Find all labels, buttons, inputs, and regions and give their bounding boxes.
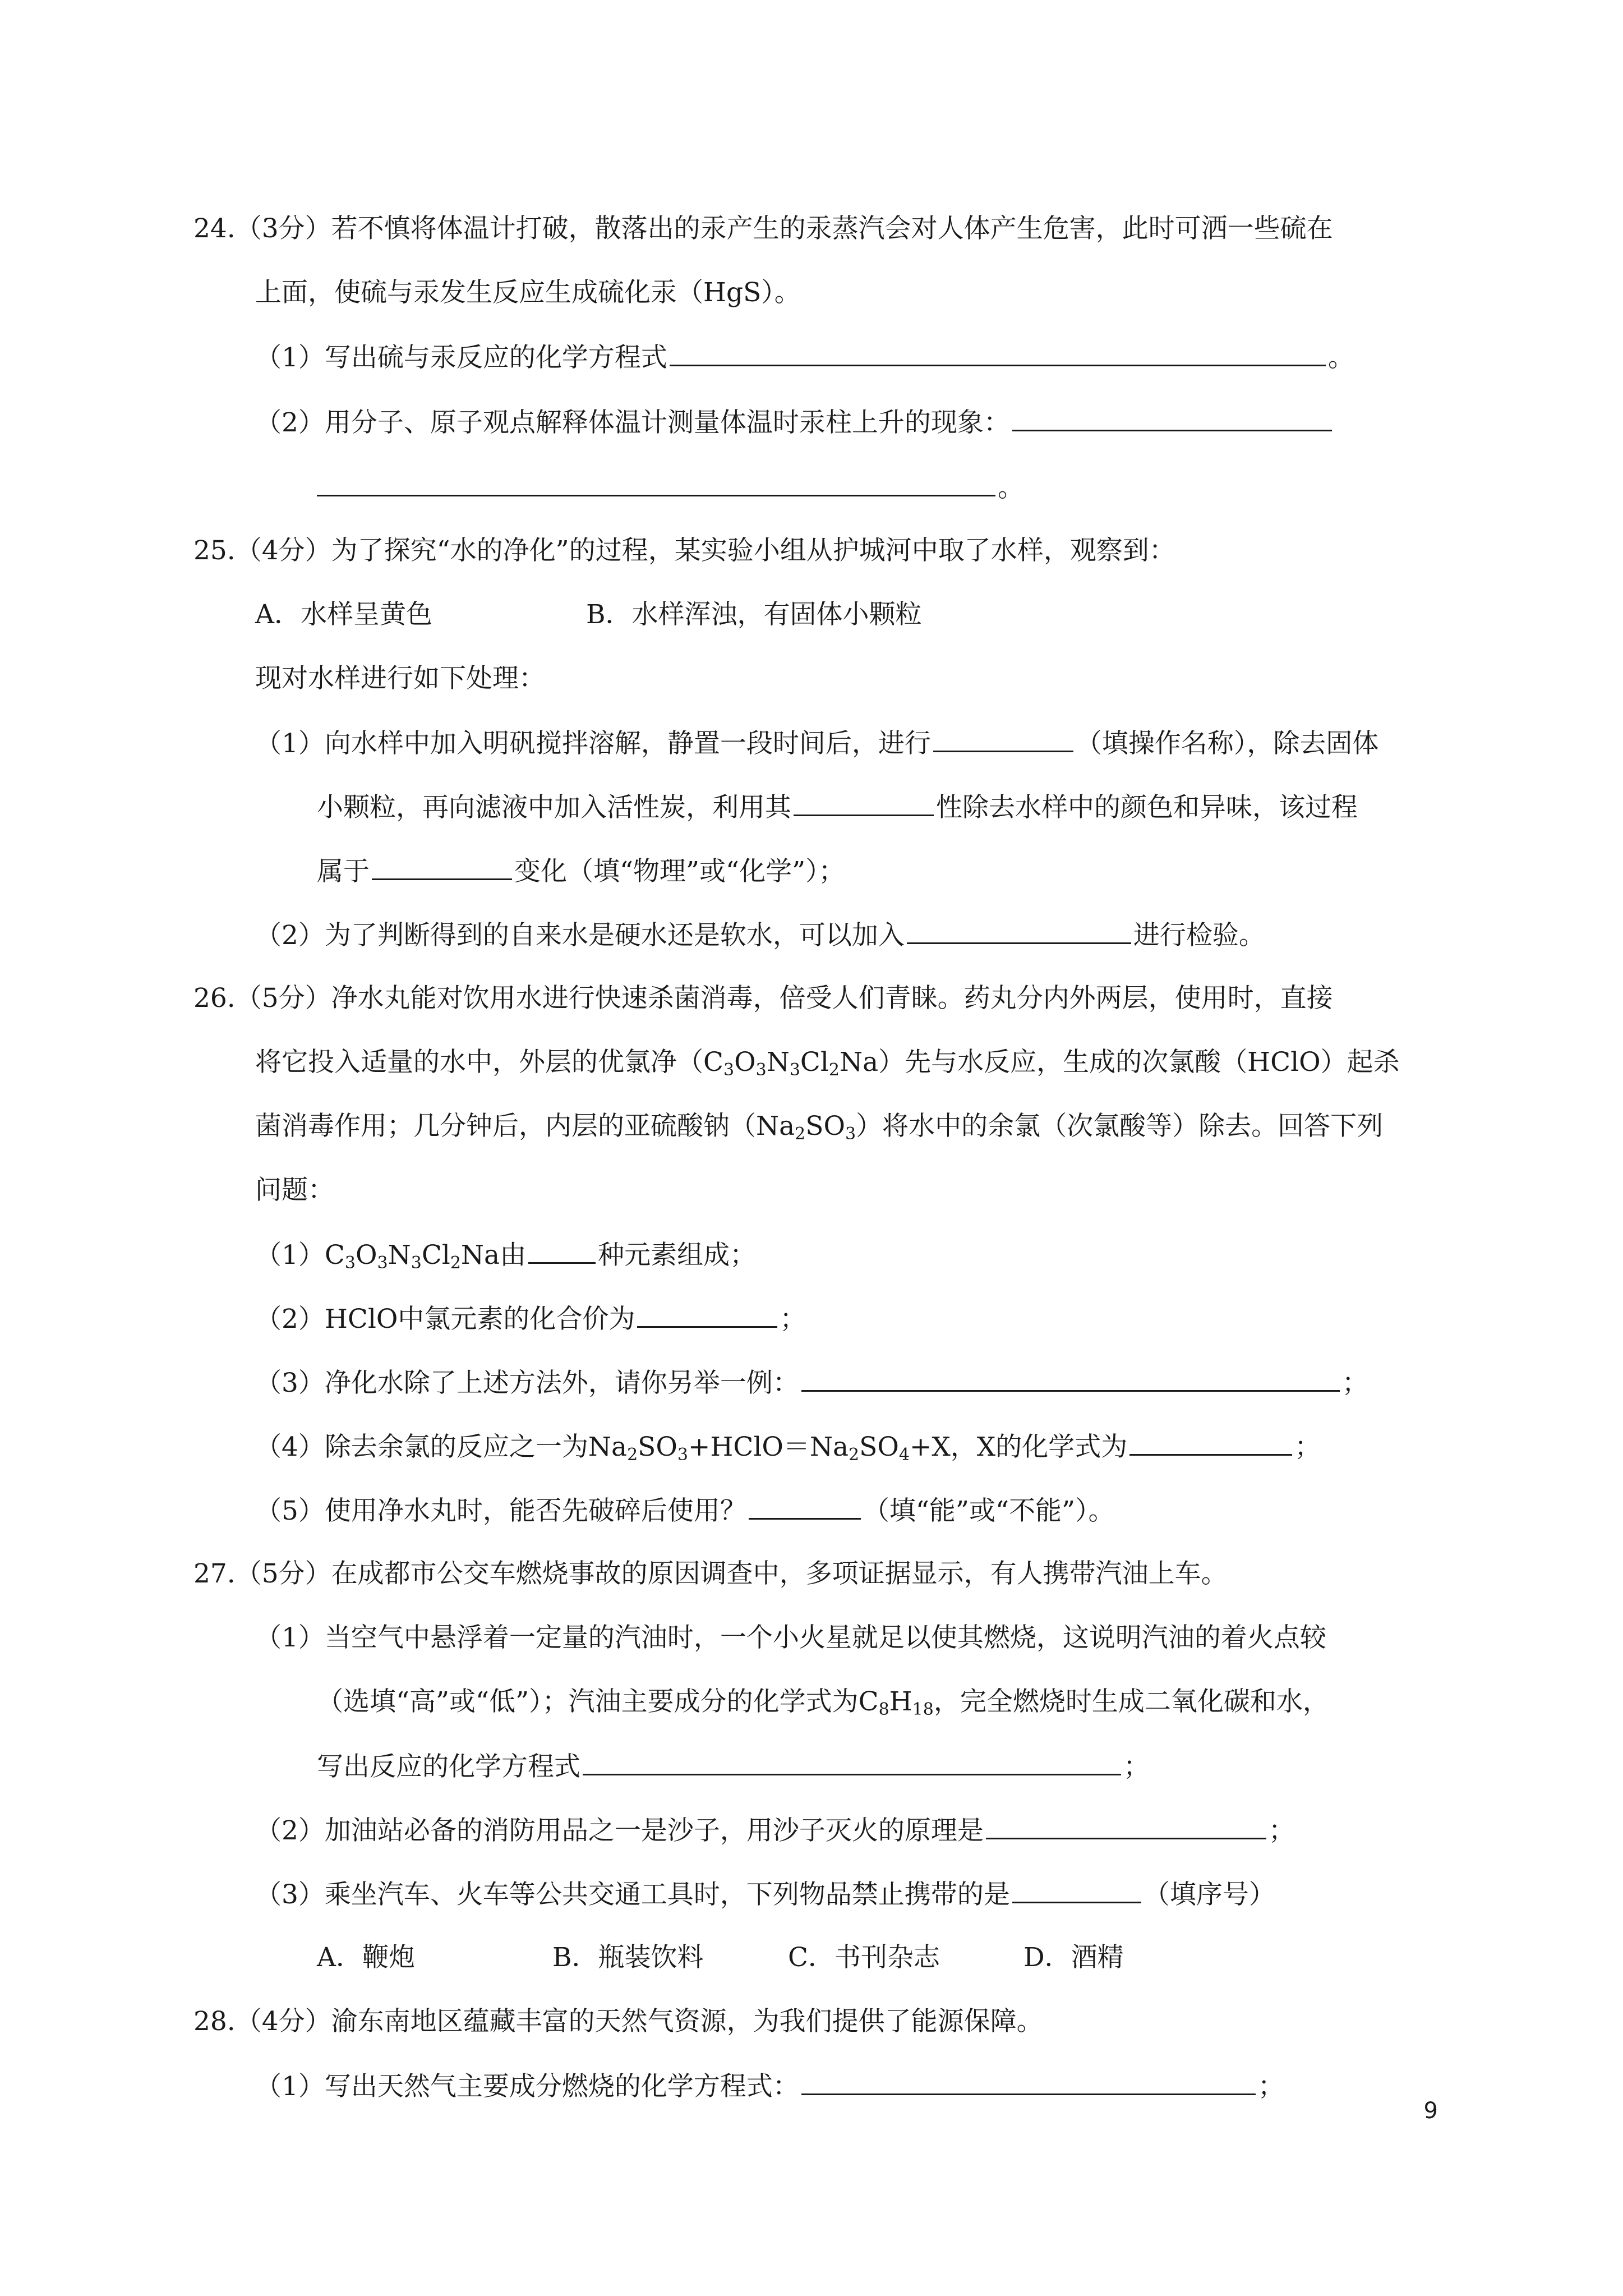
- q28-part1-text-a: （1）写出天然气主要成分燃烧的化学方程式：: [255, 2071, 799, 2102]
- q26-part4-text-d: ；: [1294, 1432, 1321, 1462]
- q27-part3-text-b: （填序号）: [1143, 1879, 1275, 1910]
- q25-reagent-blank[interactable]: [907, 918, 1131, 944]
- page-number: 9: [1423, 2098, 1438, 2124]
- q25-property-blank[interactable]: [794, 790, 934, 816]
- q26-stem-line2: 将它投入适量的水中，外层的优氯净$(C_3O_3N_3Cl_2Na)$先与水反应，生成的次氯酸（HClO）起杀: [255, 1047, 1400, 1080]
- q26-stem-line3-b: ）将水中的余氯（次氯酸等）除去。回答下列: [856, 1111, 1384, 1142]
- q26-purification-example-blank[interactable]: [801, 1365, 1340, 1392]
- q28-part1: [255, 2069, 1284, 2104]
- q26-part2-text-b: ；: [780, 1304, 806, 1335]
- q26-stem-line1: 26.（5分）净水丸能对饮用水进行快速杀菌消毒，倍受人们青睐。药丸分内外两层，使用时，直接: [193, 983, 1333, 1014]
- q27-part2-text-a: （2）加油站必备的消防用品之一是沙子，用沙子灭火的原理是: [255, 1815, 984, 1846]
- q26-part4-text-b: +HClO＝Na: [688, 1432, 849, 1462]
- q26-stem-line3-a: 菌消毒作用；几分钟后，内层的亚硫酸钠（Na: [255, 1111, 795, 1142]
- q26-part1-text-c: 种元素组成；: [598, 1240, 757, 1271]
- q24-part2-cont: [317, 470, 1024, 505]
- q25-stem-line3: 现对水样进行如下处理：: [255, 663, 545, 694]
- q26-part4-text-a: （4）除去余氯的反应之一为Na: [255, 1432, 628, 1462]
- q25-part1-text-b: （填操作名称），除去固体: [1075, 728, 1379, 759]
- q27-part1-line1: （1）当空气中悬浮着一定量的汽油时，一个小火星就足以使其燃烧，这说明汽油的着火点较: [255, 1622, 1326, 1653]
- q27-part1-line2: （选填“高”或“低”）；汽油主要成分的化学式为$C_8H_{18}$，完全燃烧时生成二氧化碳和水，: [317, 1686, 1329, 1719]
- q24-part2: [255, 405, 1334, 440]
- q25-part1-line1: [255, 726, 1378, 761]
- q26-part1: $(1)C_3O_3N_3Cl_2Na$由 种元素组成；: [255, 1237, 756, 1280]
- q25-change-type-blank[interactable]: [372, 854, 512, 880]
- q27-stem-line1: 27.（5分）在成都市公交车燃烧事故的原因调查中，多项证据显示，有人携带汽油上车。: [193, 1558, 1228, 1589]
- q24-part2-answer-blank-b[interactable]: [317, 470, 995, 496]
- q27-part1-line3: [317, 1749, 1150, 1784]
- q26-part4: （4）除去余氯的反应之一为$Na_2SO_3+HClO=Na_2SO_4+X$，X的化学式为 ；: [255, 1429, 1321, 1472]
- q26-part3-text-b: ；: [1341, 1368, 1368, 1398]
- q26-stem-line3: 菌消毒作用；几分钟后，内层的亚硫酸钠$(Na_2SO_3)$将水中的余氯（次氯酸等）除去。回答下列: [255, 1111, 1384, 1144]
- q24-part1-text: （1）写出硫与汞反应的化学方程式: [255, 342, 667, 373]
- q25-part2-text-b: 进行检验。: [1133, 920, 1265, 951]
- q25-option-a: A．水样呈黄色: [255, 599, 432, 630]
- q26-formula-x-blank[interactable]: [1129, 1429, 1292, 1456]
- q26-element-count-blank[interactable]: [528, 1237, 596, 1264]
- q27-part2: [255, 1813, 1295, 1848]
- q26-part1-text-a: （1）C: [255, 1240, 345, 1271]
- q25-part2: [255, 918, 1265, 953]
- q26-part5-text-a: （5）使用净水丸时，能否先破碎后使用？: [255, 1496, 746, 1526]
- q25-part1-text-d: 性除去水样中的颜色和异味，该过程: [936, 792, 1358, 823]
- q26-valence-blank[interactable]: [637, 1301, 777, 1328]
- q27-option-a: A．鞭炮: [317, 1942, 415, 1973]
- q25-options: [255, 598, 922, 632]
- q27-sand-principle-blank[interactable]: [986, 1813, 1266, 1839]
- q27-part1-text-e: ；: [1123, 1751, 1150, 1782]
- q27-option-c: C．书刊杂志: [788, 1942, 940, 1973]
- q25-part1-line3: [317, 854, 845, 889]
- q26-part3: [255, 1365, 1368, 1400]
- q27-option-d: D．酒精: [1023, 1942, 1124, 1973]
- q26-part3-text-a: （3）净化水除了上述方法外，请你另举一例：: [255, 1368, 799, 1398]
- q27-equation-blank[interactable]: [583, 1749, 1121, 1775]
- q26-part1-text-b: 由: [500, 1240, 527, 1271]
- q24-part1: [255, 340, 1354, 375]
- q24-part1-answer-blank[interactable]: [670, 340, 1326, 366]
- q24-stem-line2: 上面，使硫与汞发生反应生成硫化汞（HgS）。: [255, 277, 801, 308]
- q28-stem-line1: 28.（4分）渝东南地区蕴藏丰富的天然气资源，为我们提供了能源保障。: [193, 2006, 1043, 2037]
- q24-part2-text: （2）用分子、原子观点解释体温计测量体温时汞柱上升的现象：: [255, 407, 1010, 438]
- q24-part1-end: 。: [1327, 342, 1354, 373]
- q25-part1-line2: [317, 790, 1358, 825]
- q26-part2: [255, 1301, 806, 1336]
- q26-stem-line2-b: ）先与水反应，生成的次氯酸（HClO）起杀: [878, 1047, 1400, 1078]
- q27-part2-text-b: ；: [1268, 1815, 1295, 1846]
- q26-part4-text-c: +X，X的化学式为: [909, 1432, 1128, 1462]
- q25-stem-line1: 25.（4分）为了探究“水的净化”的过程，某实验小组从护城河中取了水样，观察到：: [193, 535, 1175, 566]
- q25-option-b: B．水样浑浊，有固体小颗粒: [586, 599, 922, 630]
- q27-part3-text-a: （3）乘坐汽车、火车等公共交通工具时，下列物品禁止携带的是: [255, 1879, 1010, 1910]
- q26-part5: [255, 1493, 1115, 1528]
- q26-crush-answer-blank[interactable]: [749, 1493, 861, 1520]
- q27-part1-text-c: ，完全燃烧时生成二氧化碳和水，: [933, 1686, 1329, 1717]
- q25-operation-blank[interactable]: [933, 726, 1073, 752]
- q27-part3: [255, 1877, 1275, 1912]
- q27-options: [317, 1941, 1124, 1975]
- q25-part1-text-a: （1）向水样中加入明矾搅拌溶解，静置一段时间后，进行: [255, 728, 931, 759]
- q24-part2-answer-blank-a[interactable]: [1012, 405, 1332, 431]
- q25-part1-text-f: 变化（填“物理”或“化学”）；: [514, 856, 845, 887]
- q24-stem-line1: 24.（3分）若不慎将体温计打破，散落出的汞产生的汞蒸汽会对人体产生危害，此时可洒一些硫在: [193, 213, 1333, 244]
- q26-part2-text-a: （2）HClO中氯元素的化合价为: [255, 1304, 635, 1335]
- q27-option-b: B．瓶装饮料: [552, 1942, 704, 1973]
- q27-forbidden-items-blank[interactable]: [1012, 1877, 1141, 1903]
- q27-part1-text-d: 写出反应的化学方程式: [317, 1751, 580, 1782]
- q28-part1-text-b: ；: [1257, 2071, 1284, 2102]
- q24-part2-end: 。: [998, 472, 1024, 503]
- q25-part1-text-e: 属于: [317, 856, 370, 887]
- q26-stem-line2-a: 将它投入适量的水中，外层的优氯净（C: [255, 1047, 723, 1078]
- q25-part1-text-c: 小颗粒，再向滤液中加入活性炭，利用其: [317, 792, 791, 823]
- q26-part5-text-b: （填“能”或“不能”）。: [863, 1496, 1115, 1526]
- q27-part1-text-b: （选填“高”或“低”）；汽油主要成分的化学式为C: [317, 1686, 879, 1717]
- q25-part2-text-a: （2）为了判断得到的自来水是硬水还是软水，可以加入: [255, 920, 905, 951]
- q26-stem-line4: 问题：: [255, 1175, 334, 1205]
- q28-equation-blank[interactable]: [801, 2069, 1256, 2095]
